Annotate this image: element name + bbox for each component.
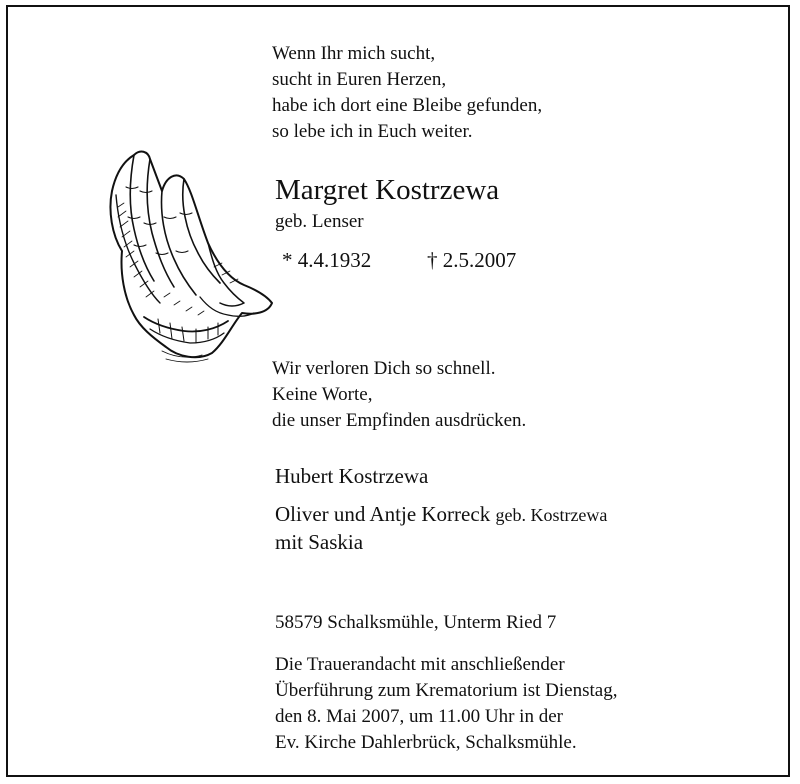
service-line: Die Trauerandacht mit anschließender: [275, 654, 565, 675]
closing-verse: [272, 356, 526, 434]
address: 58579 Schalksmühle, Unterm Ried 7: [275, 612, 557, 633]
verse-line: Wir verloren Dich so schnell.: [272, 358, 496, 379]
mourner-names: Oliver und Antje Korreck: [275, 502, 491, 526]
service-line: den 8. Mai 2007, um 11.00 Uhr in der: [275, 706, 563, 727]
verse-line: habe ich dort eine Bleibe gefunden,: [272, 95, 543, 116]
maiden-name: geb. Lenser: [275, 211, 364, 232]
death-date: † 2.5.2007: [427, 248, 517, 272]
birth-date: * 4.4.1932: [282, 248, 372, 272]
opening-verse: [272, 41, 542, 145]
obituary-notice: [6, 5, 790, 777]
mourner-line: Hubert Kostrzewa: [275, 464, 429, 488]
verse-line: die unser Empfinden ausdrücken.: [272, 410, 527, 431]
verse-line: Wenn Ihr mich sucht,: [272, 43, 436, 64]
verse-line: so lebe ich in Euch weiter.: [272, 121, 473, 142]
mourner-maiden-name: geb. Kostrzewa: [495, 505, 608, 525]
service-info: [275, 652, 617, 756]
deceased-name: Margret Kostrzewa: [275, 174, 500, 206]
verse-line: sucht in Euren Herzen,: [272, 69, 447, 90]
service-line: Überführung zum Krematorium ist Dienstag,: [275, 680, 618, 701]
mourner-line: mit Saskia: [275, 530, 364, 554]
verse-line: Keine Worte,: [272, 384, 373, 405]
mourner-line: [275, 500, 607, 529]
praying-hands-icon: [104, 147, 276, 367]
service-line: Ev. Kirche Dahlerbrück, Schalksmühle.: [275, 732, 577, 753]
